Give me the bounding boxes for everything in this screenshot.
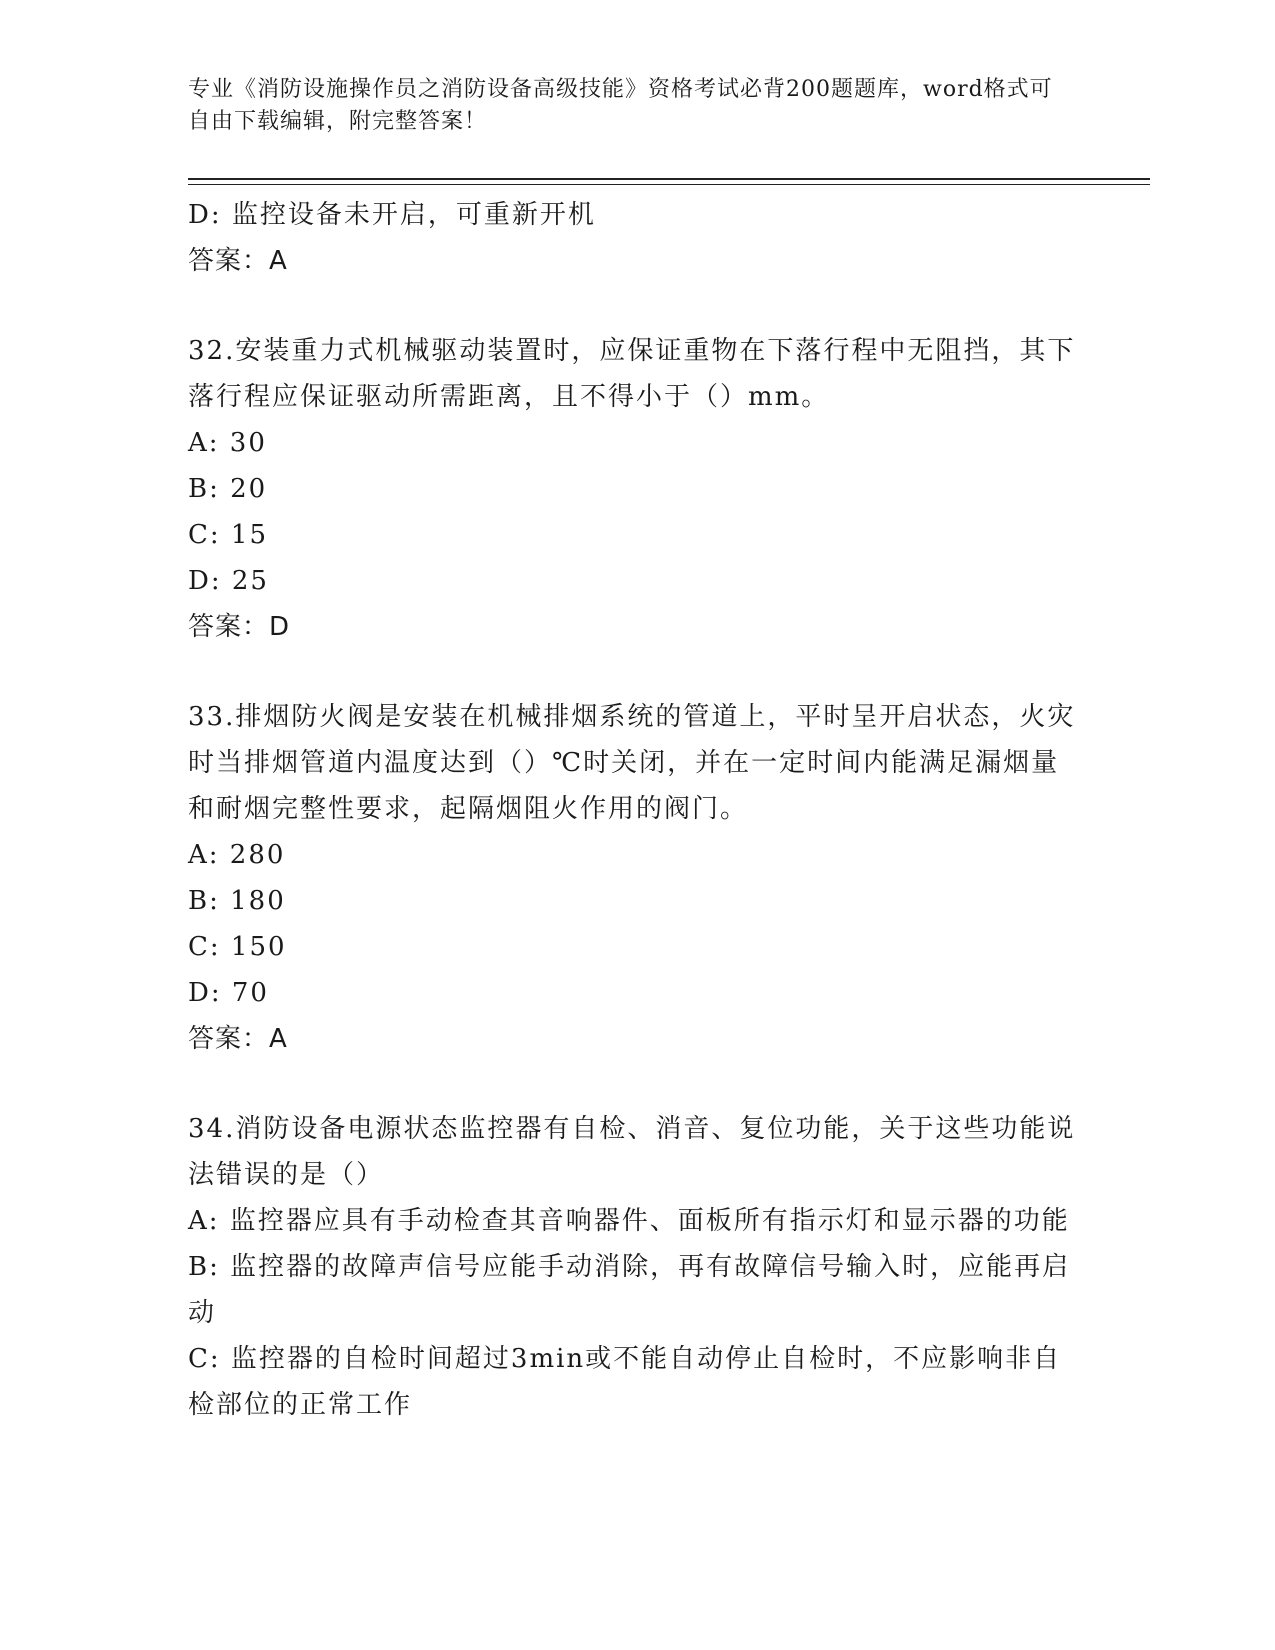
option-a: A: 监控器应具有手动检查其音响器件、面板所有指示灯和显示器的功能: [188, 1206, 1070, 1236]
spacer: [188, 1062, 1080, 1106]
option-c: C: 150: [188, 932, 287, 962]
option-b: B: 20: [188, 474, 268, 504]
header-divider-thick: [188, 178, 1150, 180]
question-33: [188, 694, 1080, 1062]
question-text: 34.消防设备电源状态监控器有自检、消音、复位功能，关于这些功能说法错误的是（）: [188, 1114, 1076, 1190]
option-a: A: 280: [188, 840, 286, 870]
option-c: C: 15: [188, 520, 269, 550]
option-b: B: 监控器的故障声信号应能手动消除，再有故障信号输入时，应能再启动: [188, 1252, 1071, 1328]
question-text: 32.安装重力式机械驱动装置时，应保证重物在下落行程中无阻挡，其下落行程应保证驱动所需距离，且不得小于（）mm。: [188, 336, 1076, 412]
option-c: C: 监控器的自检时间超过3min或不能自动停止自检时，不应影响非自检部位的正常工作: [188, 1344, 1062, 1420]
document-header: 专业《消防设施操作员之消防设备高级技能》资格考试必背200题题库，word格式可自由下载编辑，附完整答案！: [188, 77, 1053, 134]
header-divider-thin: [188, 184, 1150, 185]
option-b: B: 180: [188, 886, 286, 916]
spacer: [188, 284, 1080, 328]
question-content: [188, 192, 1080, 1428]
question-text: 33.排烟防火阀是安装在机械排烟系统的管道上，平时呈开启状态，火灾时当排烟管道内温度达到（）℃时关闭，并在一定时间内能满足漏烟量和耐烟完整性要求，起隔烟阻火作用的阀门。: [188, 702, 1076, 824]
answer: 答案：D: [188, 612, 291, 642]
answer: 答案：A: [188, 1024, 288, 1054]
option-a: A: 30: [188, 428, 267, 458]
question-34: [188, 1106, 1080, 1428]
option-d: D: 70: [188, 978, 269, 1008]
carryover-answer: 答案：A: [188, 246, 288, 276]
option-d: D: 25: [188, 566, 269, 596]
carryover-option-d: D: 监控设备未开启，可重新开机: [188, 200, 596, 230]
spacer: [188, 650, 1080, 694]
question-32: [188, 328, 1080, 650]
